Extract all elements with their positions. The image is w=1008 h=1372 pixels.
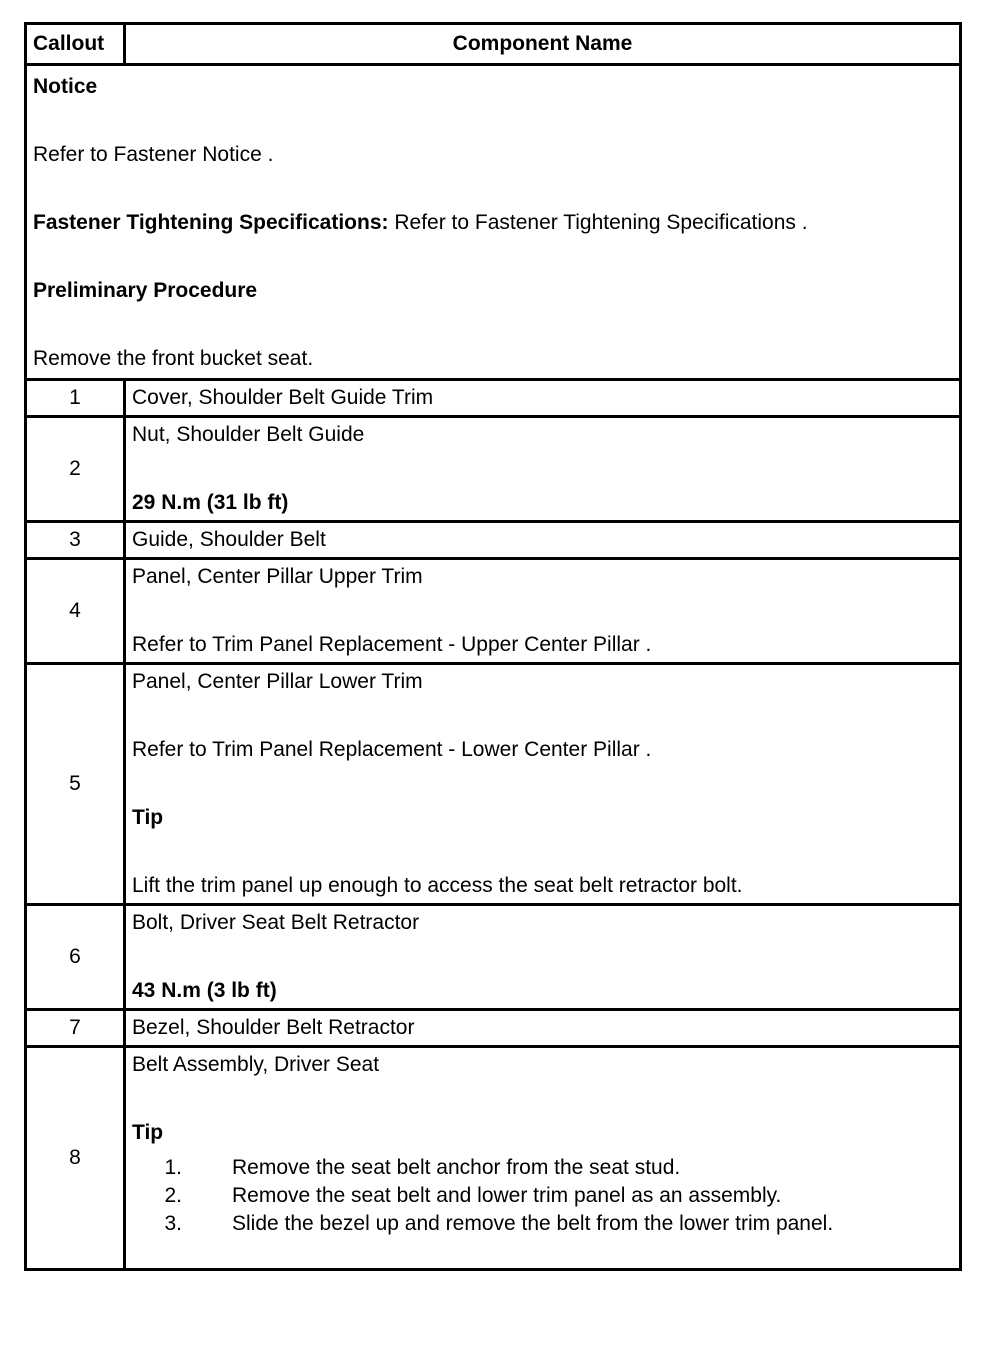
list-item	[132, 1182, 953, 1210]
callout-cell: 6	[26, 905, 125, 1010]
component-cell	[125, 664, 961, 905]
tip-text: Lift the trim panel up enough to access the seat belt retractor bolt.	[132, 874, 743, 897]
step-number: 3.	[164, 1212, 182, 1235]
component-name: Bolt, Driver Seat Belt Retractor	[132, 911, 420, 934]
table-row	[26, 1010, 961, 1047]
prelim-text: Remove the front bucket seat.	[33, 347, 314, 370]
table-row	[26, 664, 961, 905]
step-text: Remove the seat belt and lower trim panel as an assembly.	[232, 1184, 782, 1207]
table-row	[26, 380, 961, 417]
components-table	[24, 22, 962, 1271]
table-row	[26, 522, 961, 559]
table-row	[26, 1047, 961, 1270]
list-item	[132, 1154, 953, 1182]
table-row	[26, 417, 961, 522]
callout-cell: 7	[26, 1010, 125, 1047]
table-row	[26, 559, 961, 664]
component-cell	[125, 559, 961, 664]
notice-refer: Refer to Fastener Notice .	[33, 143, 274, 166]
callout-cell: 4	[26, 559, 125, 664]
header-component-name: Component Name	[125, 24, 961, 65]
callout-cell: 1	[26, 380, 125, 417]
component-cell	[125, 905, 961, 1010]
header-row	[26, 24, 961, 65]
spec-label: Fastener Tightening Specifications:	[33, 211, 389, 234]
callout-cell: 2	[26, 417, 125, 522]
spec-text: Refer to Fastener Tightening Specifications .	[388, 211, 808, 234]
component-name: Cover, Shoulder Belt Guide Trim	[132, 386, 434, 409]
component-cell	[125, 522, 961, 559]
component-name: Bezel, Shoulder Belt Retractor	[132, 1016, 415, 1039]
notice-spec	[33, 206, 953, 240]
notice-row	[26, 65, 961, 380]
tip-label: Tip	[132, 1121, 164, 1144]
step-number: 1.	[164, 1156, 182, 1179]
component-name: Belt Assembly, Driver Seat	[132, 1053, 380, 1076]
tip-label: Tip	[132, 806, 164, 829]
component-name: Panel, Center Pillar Upper Trim	[132, 565, 423, 588]
component-cell	[125, 1010, 961, 1047]
list-item	[132, 1210, 953, 1238]
component-cell	[125, 417, 961, 522]
notice-title: Notice	[33, 75, 98, 98]
component-name: Nut, Shoulder Belt Guide	[132, 423, 365, 446]
component-cell	[125, 380, 961, 417]
torque-spec: 29 N.m (31 lb ft)	[132, 491, 289, 514]
notice-cell	[26, 65, 961, 380]
refer-link[interactable]: Refer to Trim Panel Replacement - Upper Center Pillar .	[132, 633, 652, 656]
callout-cell: 3	[26, 522, 125, 559]
step-number: 2.	[164, 1184, 182, 1207]
component-name: Guide, Shoulder Belt	[132, 528, 326, 551]
component-name: Panel, Center Pillar Lower Trim	[132, 670, 423, 693]
prelim-title: Preliminary Procedure	[33, 279, 258, 302]
callout-cell: 5	[26, 664, 125, 905]
step-text: Remove the seat belt anchor from the seat stud.	[232, 1156, 681, 1179]
callout-cell: 8	[26, 1047, 125, 1270]
step-text: Slide the bezel up and remove the belt from the lower trim panel.	[232, 1212, 834, 1235]
torque-spec: 43 N.m (3 lb ft)	[132, 979, 277, 1002]
refer-link[interactable]: Refer to Trim Panel Replacement - Lower Center Pillar .	[132, 738, 652, 761]
tip-steps	[132, 1154, 953, 1238]
header-callout: Callout	[26, 24, 125, 65]
component-cell	[125, 1047, 961, 1270]
table-row	[26, 905, 961, 1010]
